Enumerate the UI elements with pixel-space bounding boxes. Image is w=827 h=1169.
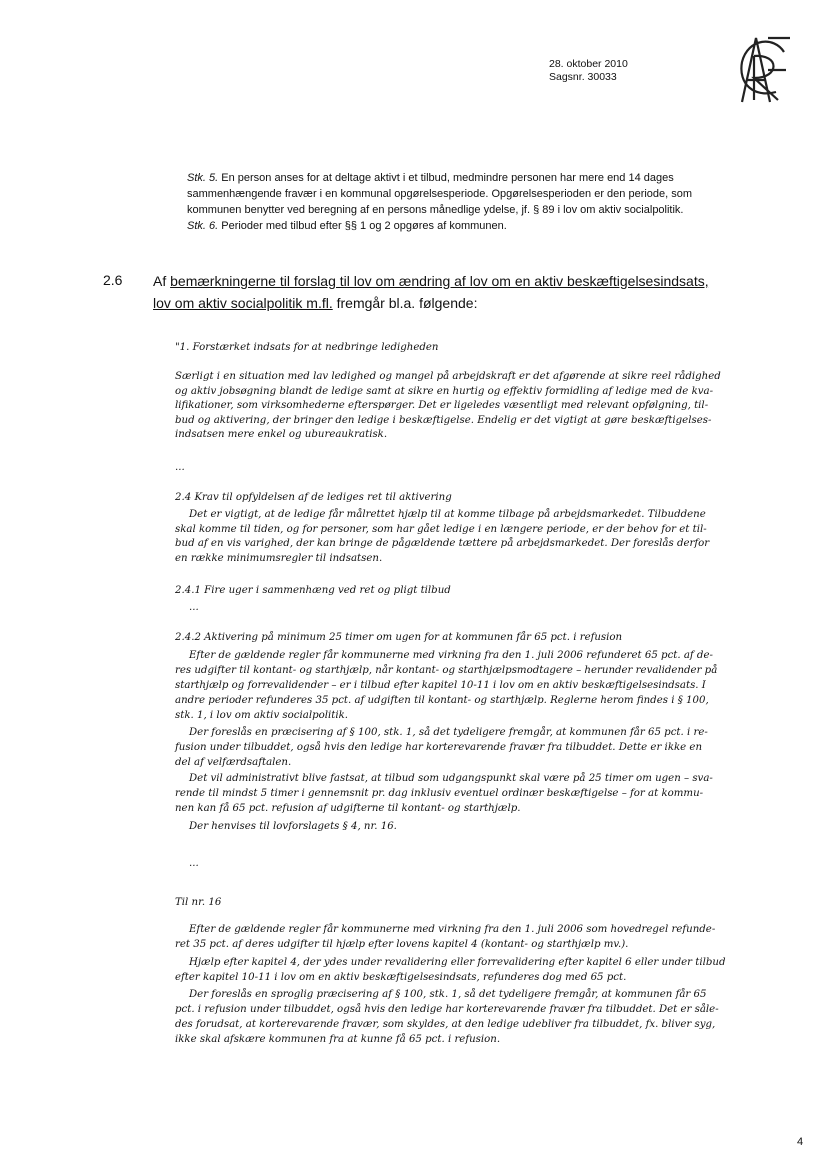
section-pre: Af	[153, 273, 171, 289]
q-line: bud og aktivering, der bringer den ledige i beskæftigelse. Endelig er det vigtigt at gøre beskæftigelses-	[175, 414, 712, 426]
case-number: Sagsnr. 30033	[549, 71, 617, 83]
quote-paragraph-7	[175, 922, 735, 952]
quote-paragraph-5	[175, 771, 735, 816]
bill-remarks-link[interactable]: bemærkningerne til forslag til lov om ændring af lov om en aktiv beskæftigelsesindsats,	[170, 273, 709, 289]
q-line: des forudsat, at korterevarende fravær, som skyldes, at den ledige udebliver fra tilbuddet, fx. bliver syg,	[175, 1019, 716, 1030]
q-line: Det er vigtigt, at de ledige får målrettet hjælp til at komme tilbage på arbejdsmarkedet. Tilbuddene	[189, 509, 706, 520]
q-line: indsatsen mere enkel og ubureaukratisk.	[175, 429, 388, 441]
q-line: Der foreslås en præcisering af § 100, stk. 1, så det tydeligere fremgår, at kommunen får 65 pct. i re-	[189, 727, 708, 738]
bill-remarks-link-cont[interactable]: lov om aktiv socialpolitik m.fl.	[153, 295, 333, 311]
ellipsis-2: ...	[189, 602, 199, 613]
stk6-text: Perioder med tilbud efter §§ 1 og 2 opgøres af kommunen.	[218, 220, 507, 232]
q-line: del af velfærdsaftalen.	[175, 757, 292, 768]
q-line: en række minimumsregler til indsatsen.	[175, 552, 383, 564]
ellipsis-1: ...	[175, 462, 185, 473]
quote-heading-1: "1. Forstærket indsats for at nedbringe ledigheden	[175, 342, 439, 353]
page-number: 4	[797, 1136, 804, 1148]
q-line: Særligt i en situation med lav ledighed og mangel på arbejdskraft er det afgørende at sikre reel rådighed	[175, 371, 721, 382]
stk5-label: Stk. 5.	[187, 172, 219, 184]
q-line: nen kan få 65 pct. refusion af udgifterne til kontant- og starthjælp.	[175, 803, 521, 814]
q-line: pct. i refusion under tilbuddet, også hvis den ledige har korterevarende fravær fra tilbuddet. Det er såle-	[175, 1004, 719, 1015]
quote-paragraph-3	[175, 648, 735, 723]
quote-paragraph-1	[175, 370, 735, 443]
section-post: fremgår bl.a. følgende:	[332, 295, 478, 311]
q-line: Efter de gældende regler får kommunerne med virkning fra den 1. juli 2006 som hovedregel refunde-	[189, 924, 716, 935]
q-line: stk. 1, i lov om aktiv socialpolitik.	[175, 710, 349, 721]
stk5-line-2: sammenhængende fravær i en kommunal opgørelsesperiode. Opgørelsesperioden er den periode, som	[187, 188, 693, 200]
stk5-text: En person anses for at deltage aktivt i et tilbud, medmindre personen har mere end 14 dages	[218, 172, 674, 184]
acre-logo	[728, 32, 798, 104]
q-line: efter kapitel 10-11 i lov om en aktiv beskæftigelsesindsats, refunderes dog med 65 pct.	[175, 972, 627, 983]
quote-paragraph-6	[175, 819, 735, 834]
section-intro	[153, 270, 753, 314]
q-line: Der foreslås en sproglig præcisering af § 100, stk. 1, så det tydeligere fremgår, at kommunen får 65	[189, 989, 707, 1000]
document-header	[549, 58, 628, 84]
q-line: rende til mindst 5 timer i gennemsnit pr. dag inklusiv eventuel ordinær beskæftigelse – for at kommu-	[175, 788, 704, 799]
quote-paragraph-2	[175, 508, 735, 566]
q-line: bud af en vis varighed, der kan bringe de pågældende tættere på arbejdsmarkedet. Der foreslås derfor	[175, 538, 710, 550]
stk-paragraphs	[187, 170, 727, 234]
quote-heading-3: 2.4.1 Fire uger i sammenhæng ved ret og pligt tilbud	[175, 585, 451, 596]
quote-paragraph-4	[175, 725, 735, 770]
q-line: lifikationer, som virksomhederne efterspørger. Det er ligeledes væsentligt med relevant opfølgning, til-	[175, 400, 709, 412]
stk6-label: Stk. 6.	[187, 220, 219, 232]
q-line: res udgifter til kontant- og starthjælp, når kontant- og starthjælpsmodtagere – herunder revalidender på	[175, 665, 718, 676]
q-line: Det vil administrativt blive fastsat, at tilbud som udgangspunkt skal være på 25 timer om ugen – sva-	[189, 773, 713, 784]
q-line: Hjælp efter kapitel 4, der ydes under revalidering eller forrevalidering efter kapitel 6 eller under tilbud	[189, 957, 726, 968]
q-line: skal komme til tiden, og for personer, som har gået ledige i en længere periode, er der behov for et til-	[175, 523, 707, 535]
q-line: Der henvises til lovforslagets § 4, nr. 16.	[189, 821, 397, 832]
quote-heading-5: Til nr. 16	[175, 897, 222, 908]
quote-heading-2: 2.4 Krav til opfyldelsen af de lediges ret til aktivering	[175, 492, 452, 503]
quote-paragraph-8	[175, 955, 735, 985]
q-line: ret 35 pct. af deres udgifter til hjælp efter lovens kapitel 4 (kontant- og starthjælp mv.).	[175, 939, 629, 950]
section-number: 2.6	[103, 272, 123, 288]
quote-heading-4: 2.4.2 Aktivering på minimum 25 timer om ugen for at kommunen får 65 pct. i refusion	[175, 632, 623, 643]
q-line: fusion under tilbuddet, også hvis den ledige har korterevarende fravær fra tilbuddet. Dette er ikke en	[175, 742, 703, 753]
document-date: 28. oktober 2010	[549, 58, 628, 70]
q-line: starthjælp og forrevalidender – er i tilbud efter kapitel 10-11 i lov om en aktiv beskæftigelsesindsats. I	[175, 680, 706, 691]
ellipsis-3: ...	[189, 858, 199, 869]
q-line: andre perioder refunderes 35 pct. af udgiften til kontant- og starthjælp. Reglerne herom findes i § 100,	[175, 695, 709, 706]
q-line: og aktiv jobsøgning blandt de ledige samt at sikre en hurtig og effektiv formidling af ledige med de kva-	[175, 385, 714, 397]
quote-paragraph-9	[175, 987, 735, 1047]
q-line: ikke skal afskære kommunen fra at kunne få 65 pct. i refusion.	[175, 1034, 501, 1045]
q-line: Efter de gældende regler får kommunerne med virkning fra den 1. juli 2006 refunderet 65 pct. af de-	[189, 650, 713, 661]
stk5-line-3: kommunen benytter ved beregning af en persons månedlige ydelse, jf. § 89 i lov om aktiv socialpolitik.	[187, 204, 684, 216]
